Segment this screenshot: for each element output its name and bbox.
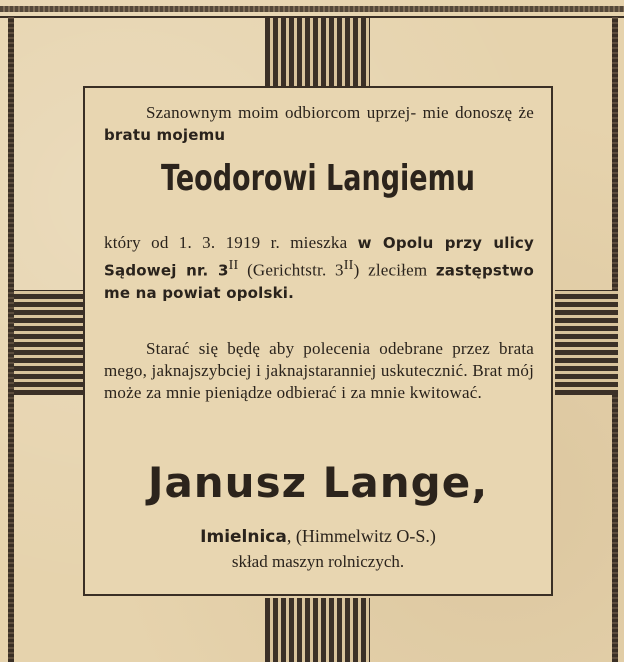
address-part1: który od 1. 3. 1919 r. mieszka bbox=[104, 233, 358, 252]
address-paragraph bbox=[104, 232, 534, 304]
ornament-right bbox=[555, 290, 618, 395]
request-paragraph: Starać się będę aby polecenia odebrane przez brata mego, jaknajszybciej i jaknajstaranniej uskutecznić. Brat mój może za mnie pieniądze odbierać i za mnie kwitować. bbox=[104, 339, 534, 402]
location-bold: Imielnica bbox=[200, 527, 287, 547]
top-border-rule bbox=[0, 6, 624, 12]
intro-line-b: mie donoszę że bbox=[422, 103, 535, 122]
ornament-top bbox=[265, 18, 370, 86]
location-rest: , (Himmelwitz O-S.) bbox=[286, 526, 436, 546]
address-part2: (Gerichtstr. 3 bbox=[238, 260, 344, 280]
address-bold2: zastępstwo me na powiat opolski. bbox=[104, 261, 534, 302]
ornament-bottom bbox=[265, 598, 370, 662]
signature-heading: Janusz Lange, bbox=[147, 458, 489, 507]
address-part3: ) zleciłem bbox=[353, 260, 436, 280]
ornament-left bbox=[14, 290, 84, 395]
recipient-name-heading: Teodorowi Langiemu bbox=[161, 158, 475, 199]
address-bold1: w Opolu przy ulicy Sądowej nr. 3 bbox=[104, 234, 534, 280]
intro-line-a: Szanownym moim odbiorcom uprzej- bbox=[146, 103, 417, 122]
intro-bold-text: bratu mojemu bbox=[104, 126, 226, 144]
intro-paragraph bbox=[104, 102, 534, 146]
business-line: skład maszyn rolniczych. bbox=[231, 552, 405, 571]
location-line bbox=[83, 526, 553, 547]
address-sup1: II bbox=[228, 257, 239, 273]
address-sup2: II bbox=[343, 257, 354, 273]
